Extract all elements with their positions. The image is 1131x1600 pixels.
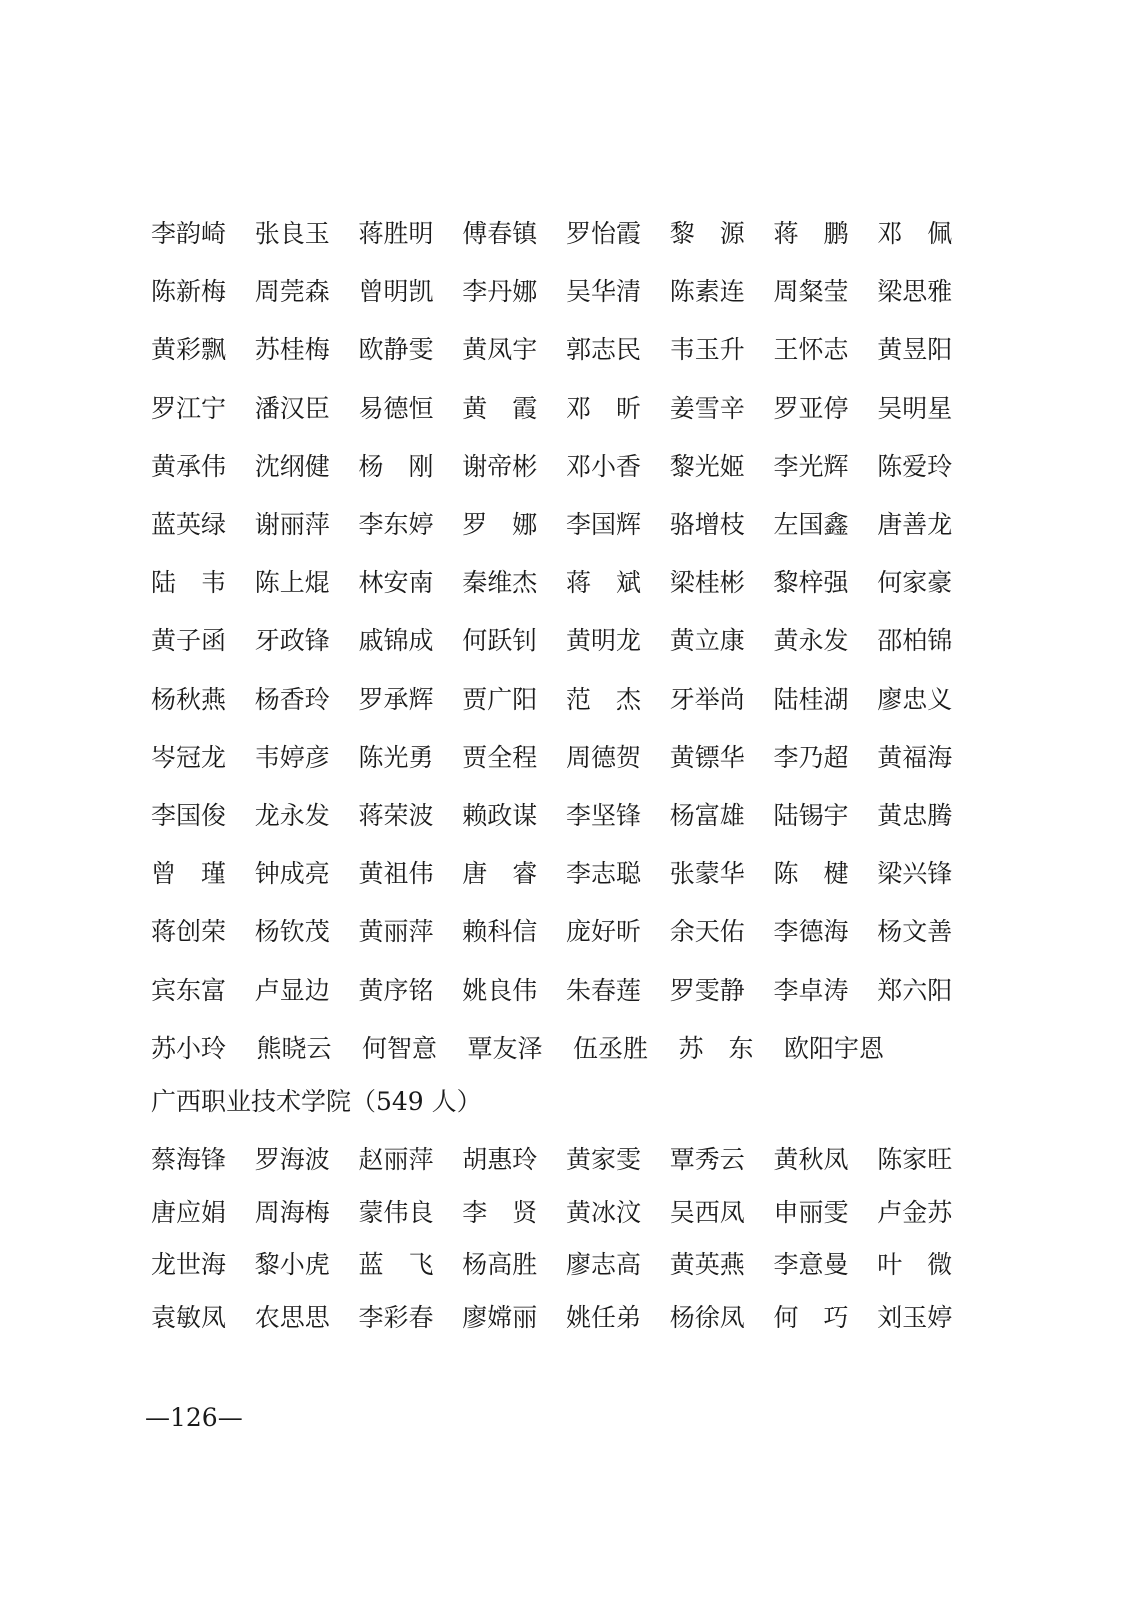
- person-name: 沈纲健: [254, 451, 330, 481]
- person-name: 曾 瑾: [151, 859, 227, 889]
- person-name: 张良玉: [254, 219, 330, 249]
- person-name: 梁思雅: [877, 277, 953, 307]
- person-name: 黄明龙: [566, 626, 642, 656]
- person-name: 蒋胜明: [358, 219, 434, 249]
- person-name: 赖政谋: [462, 800, 538, 830]
- person-name: 梁兴锋: [877, 859, 953, 889]
- person-name: 李东婷: [358, 510, 434, 540]
- person-name: 陈光勇: [358, 742, 434, 772]
- person-name: 黎小虎: [254, 1250, 330, 1280]
- person-name: 李丹娜: [462, 277, 538, 307]
- person-name: 陆锡宇: [773, 800, 849, 830]
- person-name: 李乃超: [773, 742, 849, 772]
- person-name: 何跃钊: [462, 626, 538, 656]
- person-name: 何家豪: [877, 568, 953, 598]
- person-name: 欧静雯: [358, 335, 434, 365]
- name-row: [151, 1018, 981, 1076]
- person-name: 周德贺: [566, 742, 642, 772]
- name-row: [151, 1290, 981, 1343]
- person-name: 秦维杰: [462, 568, 538, 598]
- section-heading: 广西职业技术学院（549 人）: [151, 1087, 482, 1116]
- person-name: 范 杰: [566, 684, 642, 714]
- person-name: 黄立康: [669, 626, 745, 656]
- person-name: 杨钦茂: [254, 917, 330, 947]
- person-name: 熊晓云: [256, 1033, 332, 1063]
- person-name: 卢显边: [254, 975, 330, 1005]
- person-name: 黄福海: [877, 742, 953, 772]
- person-name: 韦玉升: [669, 335, 745, 365]
- person-name: 吴华清: [566, 277, 642, 307]
- person-name: 欧阳宇恩: [784, 1033, 885, 1063]
- person-name: 易德恒: [358, 393, 434, 423]
- person-name: 庞好昕: [566, 917, 642, 947]
- person-name: 杨富雄: [669, 800, 745, 830]
- name-row: [151, 261, 981, 319]
- name-row: [151, 843, 981, 901]
- person-name: 刘玉婷: [877, 1302, 953, 1332]
- person-name: 余天佑: [669, 917, 745, 947]
- person-name: 陈 楗: [773, 859, 849, 889]
- person-name: 蓝 飞: [358, 1250, 434, 1280]
- person-name: 李卓涛: [773, 975, 849, 1005]
- person-name: 黎光姬: [669, 451, 745, 481]
- person-name: 罗亚停: [773, 393, 849, 423]
- person-name: 覃秀云: [669, 1145, 745, 1175]
- person-name: 李坚锋: [566, 800, 642, 830]
- person-name: 李德海: [773, 917, 849, 947]
- person-name: 卢金苏: [877, 1197, 953, 1227]
- person-name: 邵柏锦: [877, 626, 953, 656]
- person-name: 苏小玲: [151, 1033, 227, 1063]
- person-name: 赖科信: [462, 917, 538, 947]
- person-name: 李彩春: [358, 1302, 434, 1332]
- person-name: 陈上焜: [254, 568, 330, 598]
- person-name: 周海梅: [254, 1197, 330, 1227]
- person-name: 邓 昕: [566, 393, 642, 423]
- person-name: 唐善龙: [877, 510, 953, 540]
- person-name: 黄凤宇: [462, 335, 538, 365]
- person-name: 郭志民: [566, 335, 642, 365]
- name-row: [151, 901, 981, 959]
- person-name: 黄丽萍: [358, 917, 434, 947]
- person-name: 蒋荣波: [358, 800, 434, 830]
- person-name: 李志聪: [566, 859, 642, 889]
- name-row: [151, 610, 981, 668]
- name-row: [151, 1185, 981, 1238]
- person-name: 牙政锋: [254, 626, 330, 656]
- person-name: 张蒙华: [669, 859, 745, 889]
- person-name: 黄祖伟: [358, 859, 434, 889]
- name-row: [151, 552, 981, 610]
- person-name: 贾广阳: [462, 684, 538, 714]
- person-name: 黎梓强: [773, 568, 849, 598]
- person-name: 牙举尚: [669, 684, 745, 714]
- person-name: 龙世海: [151, 1250, 227, 1280]
- person-name: 杨徐凤: [669, 1302, 745, 1332]
- person-name: 黄承伟: [151, 451, 227, 481]
- person-name: 黄序铭: [358, 975, 434, 1005]
- person-name: 陈家旺: [877, 1145, 953, 1175]
- person-name: 杨秋燕: [151, 684, 227, 714]
- person-name: 骆增枝: [669, 510, 745, 540]
- name-row: [151, 203, 981, 261]
- person-name: 罗怡霞: [566, 219, 642, 249]
- person-name: 蓝英绿: [151, 510, 227, 540]
- person-name: 杨 刚: [358, 451, 434, 481]
- person-name: 蒋 鹏: [773, 219, 849, 249]
- person-name: 姚任弟: [566, 1302, 642, 1332]
- person-name: 袁敏凤: [151, 1302, 227, 1332]
- person-name: 苏 东: [678, 1033, 754, 1063]
- person-name: 黄冰汶: [566, 1197, 642, 1227]
- person-name: 李 贤: [462, 1197, 538, 1227]
- person-name: 戚锦成: [358, 626, 434, 656]
- name-row: [151, 959, 981, 1017]
- person-name: 谢丽萍: [254, 510, 330, 540]
- page-number: —126—: [145, 1403, 243, 1432]
- person-name: 王怀志: [773, 335, 849, 365]
- person-name: 蒋创荣: [151, 917, 227, 947]
- person-name: 陈爱玲: [877, 451, 953, 481]
- person-name: 农思思: [254, 1302, 330, 1332]
- person-name: 陈素连: [669, 277, 745, 307]
- person-name: 黄彩飘: [151, 335, 227, 365]
- person-name: 罗江宁: [151, 393, 227, 423]
- person-name: 黎 源: [669, 219, 745, 249]
- person-name: 杨文善: [877, 917, 953, 947]
- person-name: 黄永发: [773, 626, 849, 656]
- person-name: 何智意: [362, 1033, 438, 1063]
- person-name: 邓 佩: [877, 219, 953, 249]
- person-name: 杨高胜: [462, 1250, 538, 1280]
- person-name: 邓小香: [566, 451, 642, 481]
- person-name: 陈新梅: [151, 277, 227, 307]
- person-name: 覃友泽: [467, 1033, 543, 1063]
- person-name: 郑六阳: [877, 975, 953, 1005]
- person-name: 黄英燕: [669, 1250, 745, 1280]
- person-name: 黄昱阳: [877, 335, 953, 365]
- person-name: 黄 霞: [462, 393, 538, 423]
- person-name: 潘汉臣: [254, 393, 330, 423]
- person-name: 蒋 斌: [566, 568, 642, 598]
- person-name: 李光辉: [773, 451, 849, 481]
- name-row: [151, 378, 981, 436]
- person-name: 李韵崎: [151, 219, 227, 249]
- person-name: 朱春莲: [566, 975, 642, 1005]
- person-name: 黄秋凤: [773, 1145, 849, 1175]
- person-name: 罗雯静: [669, 975, 745, 1005]
- person-name: 傅春镇: [462, 219, 538, 249]
- person-name: 申丽雯: [773, 1197, 849, 1227]
- name-row: [151, 669, 981, 727]
- person-name: 黄忠腾: [877, 800, 953, 830]
- person-name: 李国俊: [151, 800, 227, 830]
- person-name: 宾东富: [151, 975, 227, 1005]
- person-name: 叶 微: [877, 1250, 953, 1280]
- person-name: 周粲莹: [773, 277, 849, 307]
- person-name: 贾全程: [462, 742, 538, 772]
- name-row: [151, 319, 981, 377]
- name-row: [151, 1132, 981, 1185]
- name-row: [151, 1237, 981, 1290]
- person-name: 廖忠义: [877, 684, 953, 714]
- person-name: 曾明凯: [358, 277, 434, 307]
- person-name: 李意曼: [773, 1250, 849, 1280]
- person-name: 黄家雯: [566, 1145, 642, 1175]
- person-name: 廖志高: [566, 1250, 642, 1280]
- person-name: 周莞森: [254, 277, 330, 307]
- person-name: 李国辉: [566, 510, 642, 540]
- name-list-gxzy: [151, 1132, 981, 1342]
- person-name: 梁桂彬: [669, 568, 745, 598]
- person-name: 陆 韦: [151, 568, 227, 598]
- person-name: 伍丞胜: [573, 1033, 649, 1063]
- person-name: 胡惠玲: [462, 1145, 538, 1175]
- name-row: [151, 727, 981, 785]
- person-name: 苏桂梅: [254, 335, 330, 365]
- person-name: 岑冠龙: [151, 742, 227, 772]
- person-name: 罗海波: [254, 1145, 330, 1175]
- person-name: 韦婷彦: [254, 742, 330, 772]
- person-name: 陆桂湖: [773, 684, 849, 714]
- person-name: 赵丽萍: [358, 1145, 434, 1175]
- name-list-continued: [151, 203, 981, 1076]
- person-name: 蔡海锋: [151, 1145, 227, 1175]
- person-name: 罗承辉: [358, 684, 434, 714]
- person-name: 蒙伟良: [358, 1197, 434, 1227]
- person-name: 廖嫦丽: [462, 1302, 538, 1332]
- name-row: [151, 785, 981, 843]
- person-name: 龙永发: [254, 800, 330, 830]
- person-name: 吴明星: [877, 393, 953, 423]
- person-name: 左国鑫: [773, 510, 849, 540]
- name-row: [151, 494, 981, 552]
- person-name: 唐应娟: [151, 1197, 227, 1227]
- person-name: 罗 娜: [462, 510, 538, 540]
- person-name: 黄镖华: [669, 742, 745, 772]
- person-name: 林安南: [358, 568, 434, 598]
- person-name: 唐 睿: [462, 859, 538, 889]
- name-row: [151, 436, 981, 494]
- person-name: 何 巧: [773, 1302, 849, 1332]
- person-name: 杨香玲: [254, 684, 330, 714]
- person-name: 谢帝彬: [462, 451, 538, 481]
- person-name: 钟成亮: [254, 859, 330, 889]
- person-name: 姜雪辛: [669, 393, 745, 423]
- person-name: 黄子函: [151, 626, 227, 656]
- person-name: 吴西凤: [669, 1197, 745, 1227]
- person-name: 姚良伟: [462, 975, 538, 1005]
